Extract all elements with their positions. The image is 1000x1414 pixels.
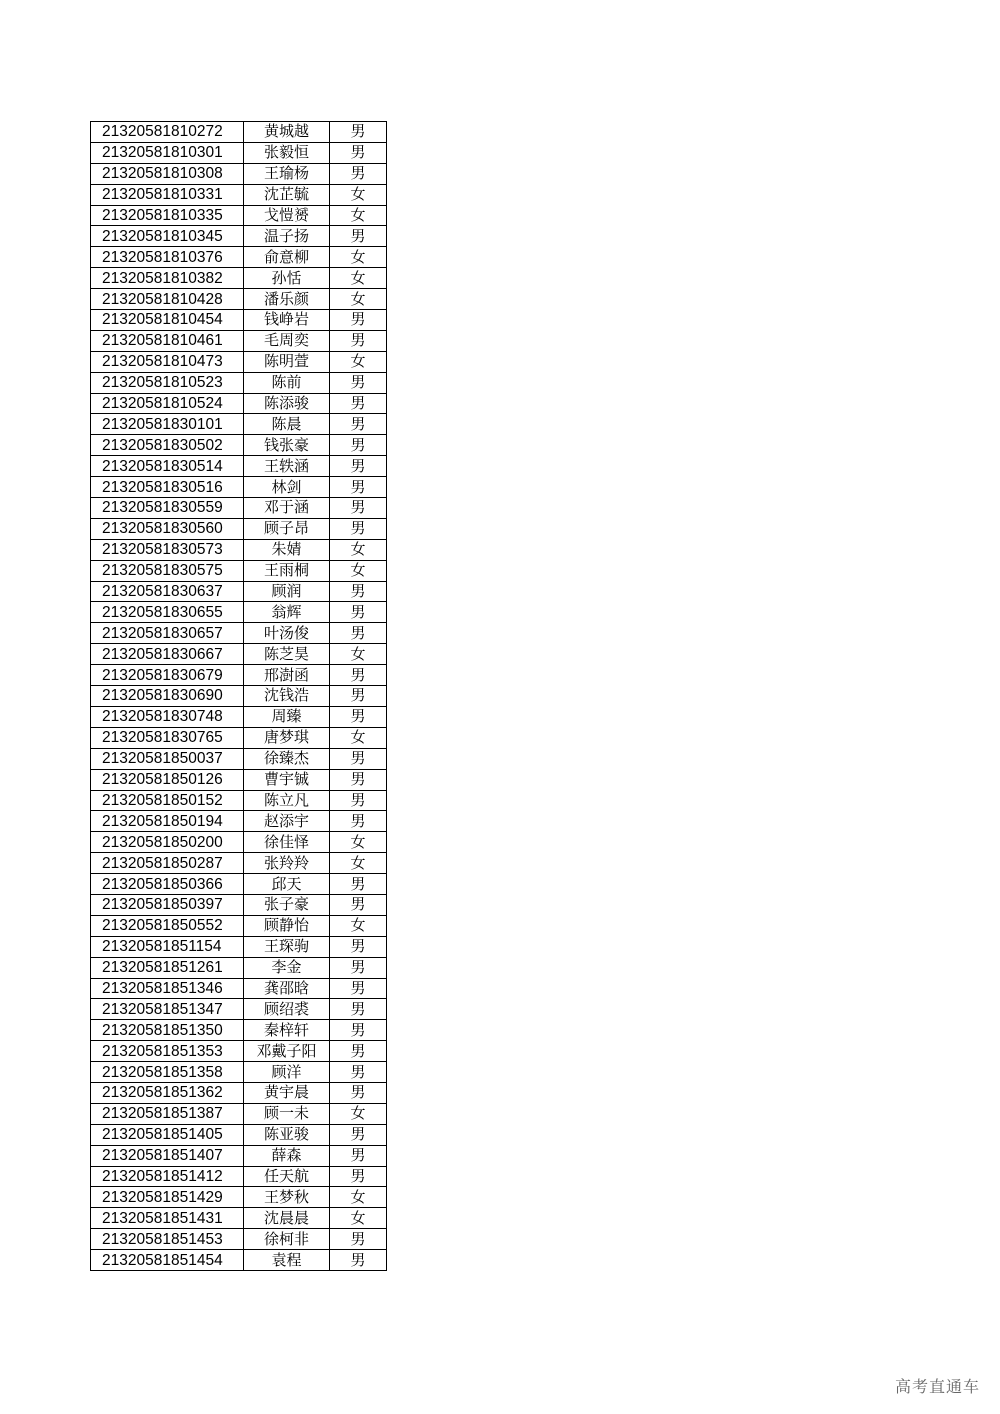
gender-cell: 女 [330, 289, 387, 310]
gender-cell: 女 [330, 1103, 387, 1124]
table-row [91, 226, 387, 247]
table-row [91, 1145, 387, 1166]
gender-cell: 女 [330, 1208, 387, 1229]
table-row [91, 853, 387, 874]
table-row [91, 581, 387, 602]
exam-id-cell: 21320581830679 [91, 665, 244, 686]
gender-cell: 女 [330, 351, 387, 372]
table-row [91, 1082, 387, 1103]
exam-id-cell: 21320581810308 [91, 163, 244, 184]
gender-cell: 男 [330, 999, 387, 1020]
table-row [91, 915, 387, 936]
exam-id-cell: 21320581851412 [91, 1166, 244, 1187]
exam-id-cell: 21320581850366 [91, 874, 244, 895]
gender-cell: 男 [330, 477, 387, 498]
student-name-cell: 王瑜杨 [244, 163, 330, 184]
student-name-cell: 唐梦琪 [244, 727, 330, 748]
student-name-cell: 曹宇铖 [244, 769, 330, 790]
table-row [91, 727, 387, 748]
exam-id-cell: 21320581850200 [91, 832, 244, 853]
gender-cell: 女 [330, 184, 387, 205]
student-name-cell: 陈芝昊 [244, 644, 330, 665]
gender-cell: 男 [330, 1166, 387, 1187]
exam-id-cell: 21320581851358 [91, 1062, 244, 1083]
student-name-cell: 任天航 [244, 1166, 330, 1187]
student-name-cell: 陈立凡 [244, 790, 330, 811]
student-name-cell: 王梦秋 [244, 1187, 330, 1208]
table-row [91, 163, 387, 184]
table-row [91, 372, 387, 393]
student-name-cell: 袁程 [244, 1250, 330, 1271]
gender-cell: 女 [330, 915, 387, 936]
table-row [91, 477, 387, 498]
student-name-cell: 温子扬 [244, 226, 330, 247]
table-row [91, 1041, 387, 1062]
gender-cell: 男 [330, 1020, 387, 1041]
table-row [91, 978, 387, 999]
table-row [91, 706, 387, 727]
student-name-cell: 王琛驹 [244, 936, 330, 957]
gender-cell: 男 [330, 874, 387, 895]
table-row [91, 351, 387, 372]
exam-id-cell: 21320581851387 [91, 1103, 244, 1124]
student-name-cell: 黄宇晨 [244, 1082, 330, 1103]
table-row [91, 1166, 387, 1187]
table-row [91, 142, 387, 163]
student-name-cell: 沈芷毓 [244, 184, 330, 205]
gender-cell: 男 [330, 456, 387, 477]
exam-id-cell: 21320581830667 [91, 644, 244, 665]
exam-id-cell: 21320581851454 [91, 1250, 244, 1271]
student-name-cell: 戈愷赟 [244, 205, 330, 226]
gender-cell: 男 [330, 706, 387, 727]
table-row [91, 289, 387, 310]
gender-cell: 男 [330, 226, 387, 247]
gender-cell: 男 [330, 1145, 387, 1166]
gender-cell: 女 [330, 644, 387, 665]
exam-id-cell: 21320581810382 [91, 268, 244, 289]
table-row [91, 205, 387, 226]
table-row [91, 665, 387, 686]
exam-id-cell: 21320581851261 [91, 957, 244, 978]
student-name-cell: 陈晨 [244, 414, 330, 435]
table-row [91, 1187, 387, 1208]
student-name-cell: 顾一未 [244, 1103, 330, 1124]
table-row [91, 686, 387, 707]
gender-cell: 男 [330, 769, 387, 790]
exam-id-cell: 21320581810345 [91, 226, 244, 247]
exam-id-cell: 21320581830690 [91, 686, 244, 707]
student-name-cell: 沈钱浩 [244, 686, 330, 707]
table-row [91, 623, 387, 644]
student-name-cell: 徐佳怿 [244, 832, 330, 853]
exam-id-cell: 21320581830657 [91, 623, 244, 644]
exam-id-cell: 21320581851431 [91, 1208, 244, 1229]
exam-id-cell: 21320581830655 [91, 602, 244, 623]
table-row [91, 957, 387, 978]
table-row [91, 832, 387, 853]
exam-id-cell: 21320581810524 [91, 393, 244, 414]
exam-id-cell: 21320581851347 [91, 999, 244, 1020]
gender-cell: 男 [330, 936, 387, 957]
table-row [91, 1020, 387, 1041]
gender-cell: 男 [330, 790, 387, 811]
exam-id-cell: 21320581851154 [91, 936, 244, 957]
exam-id-cell: 21320581851405 [91, 1124, 244, 1145]
gender-cell: 男 [330, 1229, 387, 1250]
exam-id-cell: 21320581850037 [91, 748, 244, 769]
exam-id-cell: 21320581810272 [91, 122, 244, 143]
gender-cell: 男 [330, 978, 387, 999]
student-name-cell: 顾润 [244, 581, 330, 602]
table-row [91, 811, 387, 832]
exam-id-cell: 21320581851429 [91, 1187, 244, 1208]
gender-cell: 男 [330, 142, 387, 163]
table-row [91, 999, 387, 1020]
exam-id-cell: 21320581810454 [91, 310, 244, 331]
student-name-cell: 孙恬 [244, 268, 330, 289]
table-row [91, 414, 387, 435]
student-name-cell: 顾静怡 [244, 915, 330, 936]
watermark: 高考直通车 [894, 1377, 980, 1396]
student-name-cell: 顾绍裘 [244, 999, 330, 1020]
student-name-cell: 陈亚骏 [244, 1124, 330, 1145]
gender-cell: 男 [330, 748, 387, 769]
gender-cell: 男 [330, 1082, 387, 1103]
student-name-cell: 陈前 [244, 372, 330, 393]
student-name-cell: 潘乐颜 [244, 289, 330, 310]
exam-id-cell: 21320581830748 [91, 706, 244, 727]
student-name-cell: 徐柯非 [244, 1229, 330, 1250]
gender-cell: 女 [330, 853, 387, 874]
table-row [91, 560, 387, 581]
table-row [91, 539, 387, 560]
student-name-cell: 邱天 [244, 874, 330, 895]
table-row [91, 518, 387, 539]
gender-cell: 男 [330, 122, 387, 143]
exam-id-cell: 21320581830559 [91, 498, 244, 519]
gender-cell: 男 [330, 1041, 387, 1062]
student-name-cell: 黄城越 [244, 122, 330, 143]
exam-id-cell: 21320581810376 [91, 247, 244, 268]
student-name-cell: 顾洋 [244, 1062, 330, 1083]
exam-id-cell: 21320581850552 [91, 915, 244, 936]
student-name-cell: 沈晨晨 [244, 1208, 330, 1229]
student-name-cell: 秦梓轩 [244, 1020, 330, 1041]
table-row [91, 936, 387, 957]
gender-cell: 女 [330, 268, 387, 289]
table-row [91, 268, 387, 289]
gender-cell: 男 [330, 414, 387, 435]
gender-cell: 男 [330, 1124, 387, 1145]
student-name-cell: 钱张豪 [244, 435, 330, 456]
student-name-cell: 赵添宇 [244, 811, 330, 832]
student-name-cell: 邓戴子阳 [244, 1041, 330, 1062]
student-name-cell: 钱峥岩 [244, 310, 330, 331]
exam-id-cell: 21320581851407 [91, 1145, 244, 1166]
gender-cell: 男 [330, 310, 387, 331]
table-row [91, 247, 387, 268]
gender-cell: 男 [330, 665, 387, 686]
exam-id-cell: 21320581851346 [91, 978, 244, 999]
student-name-cell: 朱婧 [244, 539, 330, 560]
table-row [91, 393, 387, 414]
exam-id-cell: 21320581851350 [91, 1020, 244, 1041]
student-name-cell: 林剑 [244, 477, 330, 498]
gender-cell: 男 [330, 1250, 387, 1271]
student-name-cell: 邢澍函 [244, 665, 330, 686]
student-name-cell: 王雨桐 [244, 560, 330, 581]
gender-cell: 女 [330, 205, 387, 226]
student-name-cell: 李金 [244, 957, 330, 978]
exam-id-cell: 21320581810428 [91, 289, 244, 310]
exam-id-cell: 21320581810461 [91, 330, 244, 351]
exam-id-cell: 21320581810331 [91, 184, 244, 205]
gender-cell: 男 [330, 330, 387, 351]
gender-cell: 男 [330, 498, 387, 519]
table-row [91, 456, 387, 477]
exam-id-cell: 21320581830514 [91, 456, 244, 477]
gender-cell: 男 [330, 957, 387, 978]
exam-id-cell: 21320581810523 [91, 372, 244, 393]
table-row [91, 874, 387, 895]
exam-id-cell: 21320581851353 [91, 1041, 244, 1062]
exam-id-cell: 21320581830516 [91, 477, 244, 498]
gender-cell: 女 [330, 1187, 387, 1208]
exam-id-cell: 21320581830637 [91, 581, 244, 602]
exam-id-cell: 21320581830573 [91, 539, 244, 560]
student-name-cell: 邓于涵 [244, 498, 330, 519]
exam-id-cell: 21320581850397 [91, 894, 244, 915]
exam-id-cell: 21320581850126 [91, 769, 244, 790]
student-name-cell: 陈添骏 [244, 393, 330, 414]
student-name-cell: 张子豪 [244, 894, 330, 915]
gender-cell: 男 [330, 393, 387, 414]
exam-id-cell: 21320581850287 [91, 853, 244, 874]
gender-cell: 女 [330, 832, 387, 853]
student-name-cell: 薛森 [244, 1145, 330, 1166]
gender-cell: 女 [330, 539, 387, 560]
gender-cell: 男 [330, 372, 387, 393]
gender-cell: 男 [330, 1062, 387, 1083]
table-row [91, 790, 387, 811]
exam-id-cell: 21320581810335 [91, 205, 244, 226]
gender-cell: 男 [330, 623, 387, 644]
table-row [91, 184, 387, 205]
student-name-cell: 徐臻杰 [244, 748, 330, 769]
student-name-cell: 王轶涵 [244, 456, 330, 477]
gender-cell: 女 [330, 727, 387, 748]
student-name-cell: 张羚羚 [244, 853, 330, 874]
table-row [91, 498, 387, 519]
gender-cell: 女 [330, 247, 387, 268]
student-roster-table [90, 121, 387, 1271]
table-row [91, 435, 387, 456]
table-row [91, 122, 387, 143]
exam-id-cell: 21320581830101 [91, 414, 244, 435]
gender-cell: 男 [330, 518, 387, 539]
gender-cell: 男 [330, 602, 387, 623]
student-name-cell: 俞意柳 [244, 247, 330, 268]
gender-cell: 男 [330, 811, 387, 832]
student-name-cell: 龚邵晗 [244, 978, 330, 999]
student-name-cell: 叶汤俊 [244, 623, 330, 644]
exam-id-cell: 21320581850152 [91, 790, 244, 811]
exam-id-cell: 21320581810301 [91, 142, 244, 163]
student-name-cell: 翁辉 [244, 602, 330, 623]
table-row [91, 769, 387, 790]
student-name-cell: 毛周奕 [244, 330, 330, 351]
gender-cell: 男 [330, 435, 387, 456]
table-row [91, 644, 387, 665]
table-row [91, 1062, 387, 1083]
roster-body [91, 122, 387, 1271]
table-row [91, 1229, 387, 1250]
exam-id-cell: 21320581851453 [91, 1229, 244, 1250]
table-row [91, 310, 387, 331]
table-row [91, 602, 387, 623]
student-name-cell: 陈明萱 [244, 351, 330, 372]
exam-id-cell: 21320581830502 [91, 435, 244, 456]
gender-cell: 男 [330, 163, 387, 184]
table-row [91, 1124, 387, 1145]
exam-id-cell: 21320581830560 [91, 518, 244, 539]
student-name-cell: 周臻 [244, 706, 330, 727]
student-name-cell: 张毅恒 [244, 142, 330, 163]
exam-id-cell: 21320581851362 [91, 1082, 244, 1103]
exam-id-cell: 21320581830765 [91, 727, 244, 748]
gender-cell: 男 [330, 686, 387, 707]
table-row [91, 1250, 387, 1271]
student-name-cell: 顾子昂 [244, 518, 330, 539]
gender-cell: 男 [330, 894, 387, 915]
exam-id-cell: 21320581810473 [91, 351, 244, 372]
table-row [91, 1208, 387, 1229]
table-row [91, 330, 387, 351]
exam-id-cell: 21320581850194 [91, 811, 244, 832]
table-row [91, 894, 387, 915]
table-row [91, 748, 387, 769]
table-row [91, 1103, 387, 1124]
exam-id-cell: 21320581830575 [91, 560, 244, 581]
gender-cell: 男 [330, 581, 387, 602]
gender-cell: 女 [330, 560, 387, 581]
